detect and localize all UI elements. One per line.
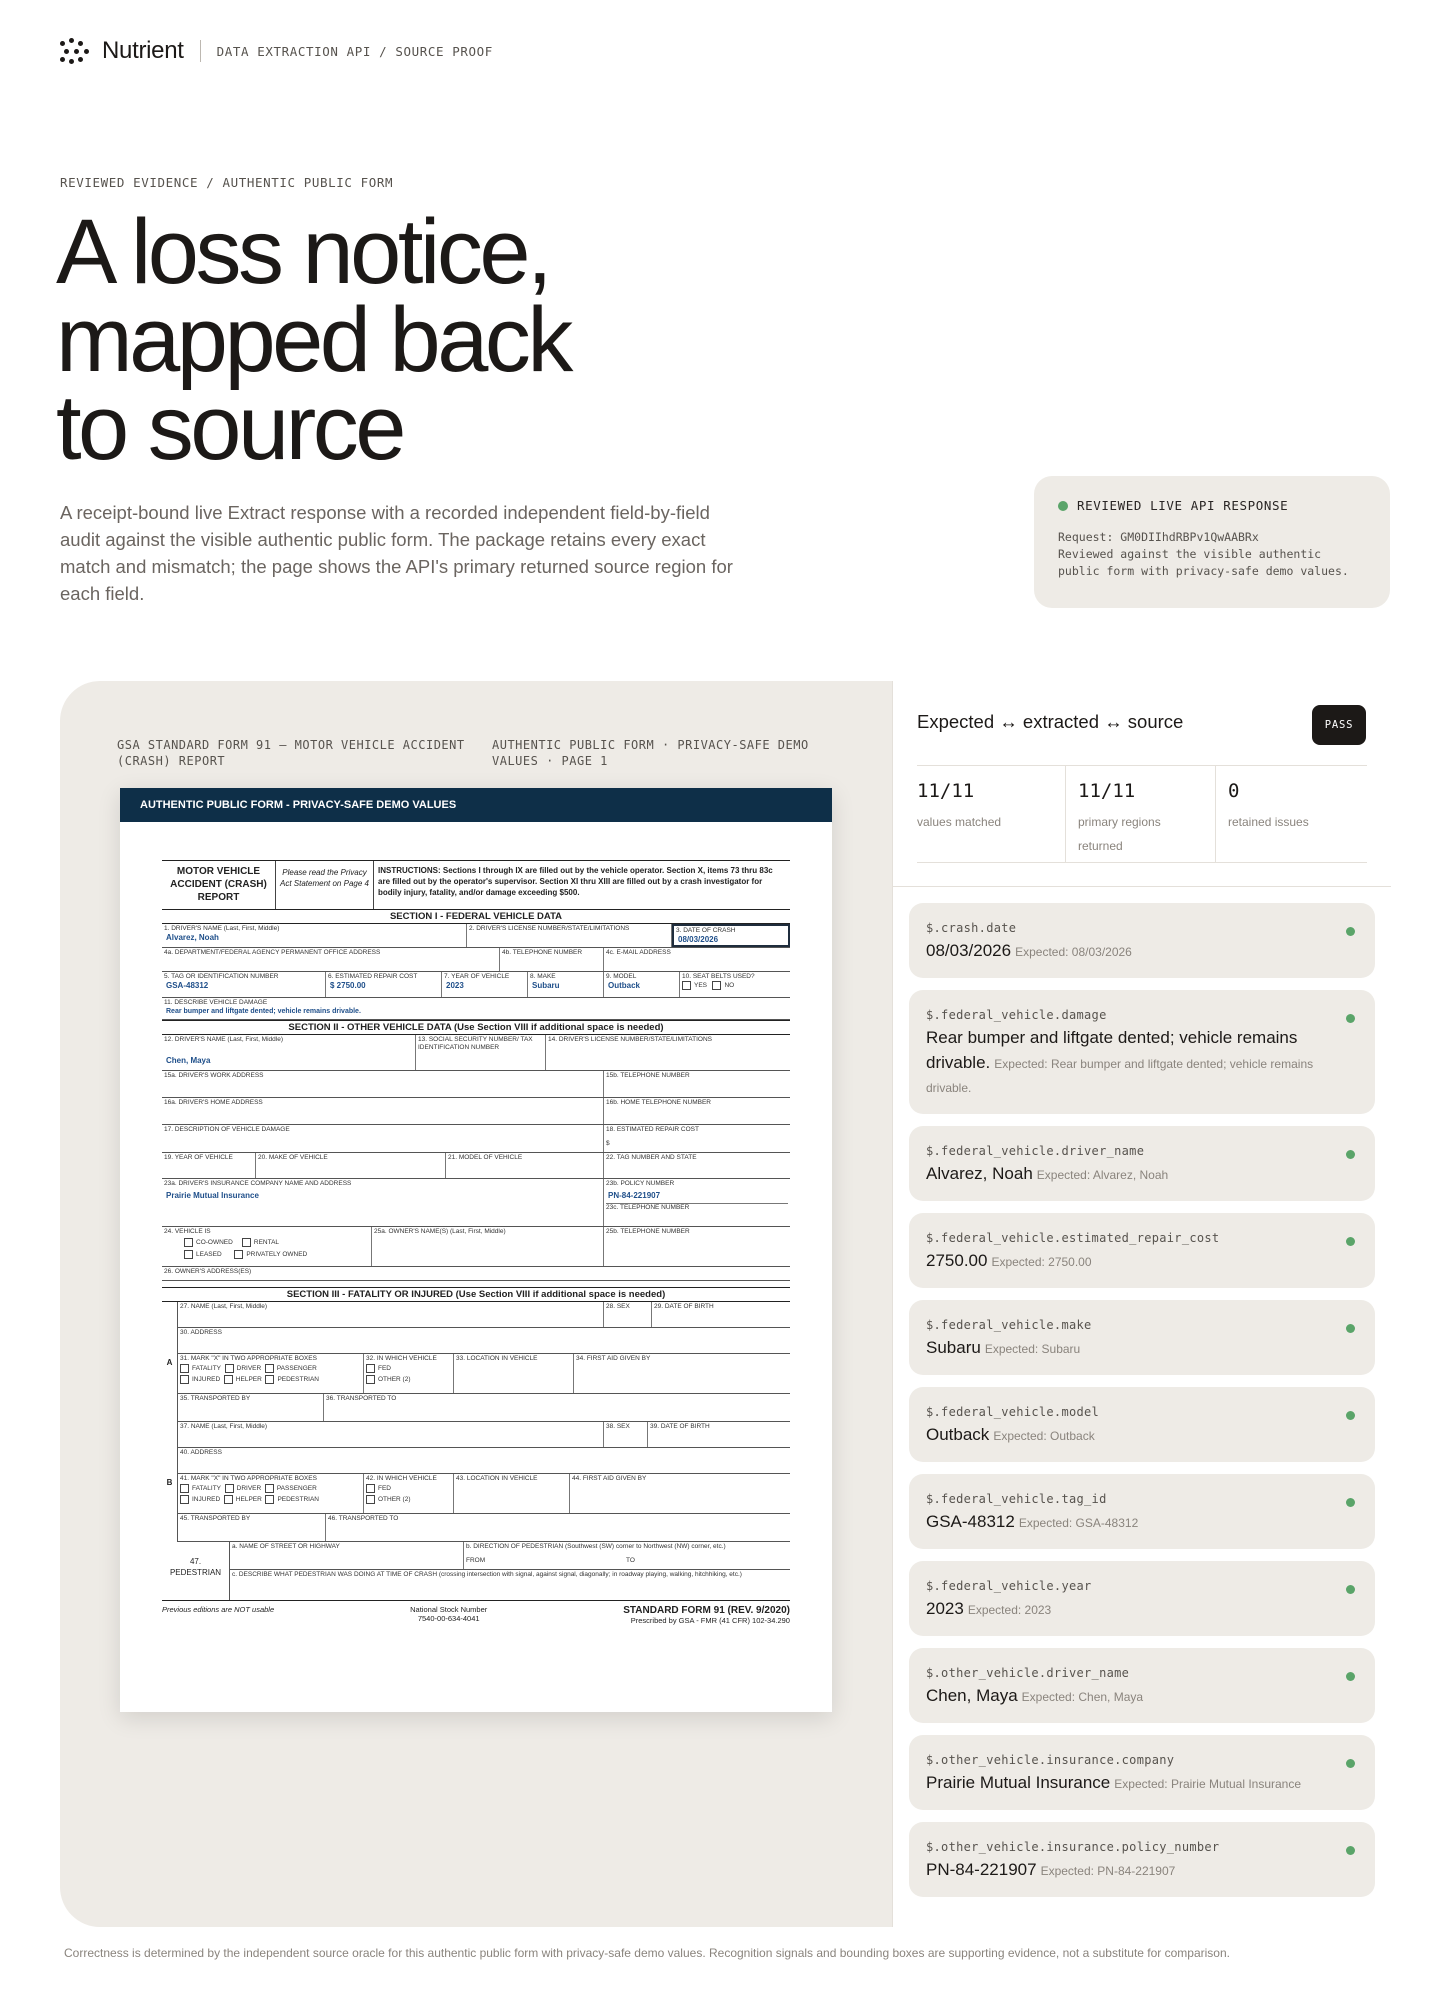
field-driver-name[interactable]: 1. DRIVER'S NAME (Last, First, Middle) Alvarez, Noah xyxy=(162,924,467,947)
section-3-header: SECTION III - FATALITY OR INJURED (Use Section VIII if additional space is needed) xyxy=(162,1287,790,1302)
document-title: GSA STANDARD FORM 91 — MOTOR VEHICLE ACCIDENT (CRASH) REPORT xyxy=(117,738,465,768)
match-dot-icon xyxy=(1346,1237,1355,1246)
field-card-tag-id[interactable]: $.federal_vehicle.tag_id GSA-48312 Expected: GSA-48312 xyxy=(909,1474,1375,1549)
stat-primary-regions: 11/11 primary regions returned xyxy=(1065,766,1215,862)
breadcrumb: DATA EXTRACTION API / SOURCE PROOF xyxy=(216,43,493,59)
match-dot-icon xyxy=(1346,1846,1355,1855)
checkbox-yes[interactable] xyxy=(682,981,691,990)
header-divider xyxy=(200,40,201,62)
form-banner: AUTHENTIC PUBLIC FORM - PRIVACY-SAFE DEMO VALUES xyxy=(120,788,832,822)
value-tag-id: GSA-48312 xyxy=(166,981,209,990)
section-1-header: SECTION I - FEDERAL VEHICLE DATA xyxy=(162,910,790,924)
checkbox-privately-owned[interactable] xyxy=(234,1250,243,1259)
field-card-policy-number[interactable]: $.other_vehicle.insurance.policy_number PN-84-221907 Expected: PN-84-221907 xyxy=(909,1822,1375,1897)
summary-stats xyxy=(917,765,1367,863)
field-other-driver[interactable]: 12. DRIVER'S NAME (Last, First, Middle) Chen, Maya xyxy=(162,1035,416,1070)
form-page[interactable] xyxy=(120,788,832,1712)
footnote: Correctness is determined by the independent source oracle for this authentic public form with privacy-safe demo values. Recognition signals and bounding boxes are supporting evidence, not a substitute for comparison. xyxy=(64,1946,1230,1960)
field-insurance-company[interactable]: 23a. DRIVER'S INSURANCE COMPANY NAME AND ADDRESS Prairie Mutual Insurance xyxy=(162,1179,604,1226)
match-dot-icon xyxy=(1346,1498,1355,1507)
stat-values-matched: 11/11 values matched xyxy=(917,780,1002,829)
page-title xyxy=(56,201,756,479)
page-title-line-2: mapped back xyxy=(56,289,570,391)
match-dot-icon xyxy=(1346,1672,1355,1681)
hero-description: A receipt-bound live Extract response with a recorded independent field-by-field audit against the visible authentic public form. The package retains every exact match and mismatch; the page shows the API's primary returned source region for each field. xyxy=(60,502,733,604)
response-note: Reviewed against the visible authentic public form with privacy-safe demo values. xyxy=(1058,547,1349,578)
value-make: Subaru xyxy=(532,981,560,990)
field-card-crash-date[interactable]: $.crash.date 08/03/2026 Expected: 08/03/2026 xyxy=(909,903,1375,978)
value-year: 2023 xyxy=(446,981,464,990)
match-dot-icon xyxy=(1346,1150,1355,1159)
field-model[interactable]: 9. MODEL Outback xyxy=(604,972,680,997)
field-card-other-driver-name[interactable]: $.other_vehicle.driver_name Chen, Maya Expected: Chen, Maya xyxy=(909,1648,1375,1723)
field-repair-cost[interactable]: 6. ESTIMATED REPAIR COST $ 2750.00 xyxy=(326,972,442,997)
value-driver-name: Alvarez, Noah xyxy=(166,933,219,942)
value-crash-date: 08/03/2026 xyxy=(678,935,719,944)
form-privacy-note: Please read the Privacy Act Statement on Page 4 xyxy=(276,861,374,909)
field-card-model[interactable]: $.federal_vehicle.model Outback Expected: Outback xyxy=(909,1387,1375,1462)
match-dot-icon xyxy=(1346,1324,1355,1333)
form-sf91: MOTOR VEHICLE ACCIDENT (CRASH) REPORT Please read the Privacy Act Statement on Page 4 INSTRUCTIONS: Sections I through IX are filled out by the vehicle operator. Section X, items 73 thru 83c are filled out by the operator's supervisor. Section XI thru XIII are filled out by a crash investigator for bodily injury, fatality, and/or damage exceeding $500. SECTION I - FEDERAL VEHICLE DATA 1. DRIVER'S NAME (Last, First, Middle) Alvarez, Noah 2. DRIVER'S LICENSE NUMBER/STATE/LIMITATIONS 3. DATE OF CRASH 08/03/2026 4a. DEPARTMENT/FEDERAL AGENCY PERMANENT OFFICE ADDRESS 4b. TELEPHONE NUMBER 4c. E-MAIL ADDRESS 5. TAG OR IDENTIFICATION NUMBER GSA-48312 6. ESTIMATED REPAIR COST $ 2750.00 7. YEAR OF VEHICLE 2023 8. MAKE Subaru 9. MODEL Outback 10. SEAT BELTS USED? YES NO 11. DESCRIBE VEHICLE DAMAGE Rear bumper and liftgate dented; vehicle remains drivable. SECTION II - OTHER VEHICLE DATA (Use Section VIII if additional space is needed) 12. DRIVER'S NAME (Last, First, Middle) Chen, Maya 13. SOCIAL SECURITY NUMBER/ TAX IDENTIFICATION NUMBER 14. DRIVER'S LICENSE NUMBER/STATE/LIMITATIONS 15a. DRIVER'S WORK ADDRESS 15b. TELEPHONE NUMBER 16a. DRIVER'S HOME ADDRESS 16b. HOME TELEPHONE NUMBER 17. DESCRIPTION OF VEHICLE DAMAGE 18. ESTIMATED REPAIR COST $ 19. YEAR OF VEHICLE 20. MAKE OF VEHICLE 21. MODEL OF VEHICLE 22. TAG NUMBER AND STATE 23a. DRIVER'S INSURANCE COMPANY NAME AND ADDRESS Prairie Mutual Insurance 23b. POLICY NUMBER PN-84-221907 23c. TELEPHONE NUMBER 24. VEHICLE IS CO-OWNED RENTAL LEASED PRIVATELY OWNED 25a. OWNER'S NAME(S) (Last, First, Middle) 25b. TELEPHONE NUMBER 26. OWNER'S ADDRESS(ES) SECTION III - FATALITY OR INJURED (Use Section VIII if additional space is needed) A 27. NAME (Last, First, Middle) 28. SEX 29. DATE OF BIRTH 30. ADDRESS 31. MARK "X" IN TWO APPROPRIATE BOXES FATALITY DRIVER PASSENGER INJURED HELPER PEDESTRIAN 32. IN WHICH VEHICLE FED OTHER (2) 33. LOCATION IN VEHICLE 34. FIRST AID GIVEN BY 35. TRANSPORTED BY 36. TRANSPORTED TO B 37. NAME (Last, First, Middle) 38. SEX 39. DATE OF BIRTH 40. ADDRESS 41. MARK "X" IN TWO APPROPRIATE BOXES FATALITY DRIVER PASSENGER INJURED HELPER PEDESTRIAN 42. IN WHICH VEHICLE FED OTHER (2) 43. LOCATION IN VEHICLE 44. FIRST AID GIVEN BY 45. TRANSPORTED BY 46. TRANSPORTED TO 47. PEDESTRIAN a. NAME OF STREET OR HIGHWAY b. DIRECTION OF PEDESTRIAN (Southwest (SW) corner to Northwest (NW) corner, etc.) FROM TO c. DESCRIBE WHAT PEDESTRIAN WAS DOING AT TIME OF CRASH (crossing intersection with signal, against signal, diagonally; in roadway playing, walking, hitchhiking, etc.) Previous editions are NOT usable National Stock Number 7540-00-634-4041 STANDARD FORM 91 (REV. 9/2020) Prescribed by GSA - FMR (41 CFR) 102-34.290 xyxy=(162,860,790,1625)
hero-eyebrow: REVIEWED EVIDENCE / AUTHENTIC PUBLIC FORM xyxy=(60,175,394,190)
live-response-card xyxy=(1034,476,1390,608)
top-bar xyxy=(60,38,493,64)
response-card-title: REVIEWED LIVE API RESPONSE xyxy=(1077,498,1289,513)
brand-name[interactable]: Nutrient xyxy=(102,37,184,64)
field-card-repair-cost[interactable]: $.federal_vehicle.estimated_repair_cost 2750.00 Expected: 2750.00 xyxy=(909,1213,1375,1288)
value-policy-number: PN-84-221907 xyxy=(608,1191,661,1200)
field-seat-belts[interactable]: 10. SEAT BELTS USED? YES NO xyxy=(682,973,755,990)
field-card-insurance-company[interactable]: $.other_vehicle.insurance.company Prairie Mutual Insurance Expected: Prairie Mutual Insurance xyxy=(909,1735,1375,1810)
match-dot-icon xyxy=(1346,1759,1355,1768)
pass-badge: PASS xyxy=(1312,705,1366,745)
stat-retained-issues: 0 retained issues xyxy=(1215,766,1367,862)
comparison-sidebar xyxy=(892,681,1390,1927)
checkbox-leased[interactable] xyxy=(184,1250,193,1259)
match-dot-icon xyxy=(1346,1585,1355,1594)
comparison-title: Expected ↔ extracted ↔ source xyxy=(917,711,1184,732)
document-viewer xyxy=(60,681,892,1927)
value-model: Outback xyxy=(608,981,641,990)
checkbox-rental[interactable] xyxy=(242,1238,251,1247)
proof-panel xyxy=(60,681,1390,1927)
field-card-year[interactable]: $.federal_vehicle.year 2023 Expected: 2023 xyxy=(909,1561,1375,1636)
value-vehicle-damage: Rear bumper and liftgate dented; vehicle remains drivable. xyxy=(166,1008,361,1015)
form-instructions: INSTRUCTIONS: Sections I through IX are filled out by the vehicle operator. Section X, items 73 thru 83c are filled out by the operator's supervisor. Section XI thru XIII are filled out by a crash investigator for bodily injury, fatality, and/or damage exceeding $500. xyxy=(378,866,773,897)
value-other-driver: Chen, Maya xyxy=(166,1056,211,1065)
field-license[interactable]: 2. DRIVER'S LICENSE NUMBER/STATE/LIMITATIONS xyxy=(467,924,672,947)
field-crash-date[interactable]: 3. DATE OF CRASH 08/03/2026 xyxy=(672,924,790,947)
match-dot-icon xyxy=(1346,1411,1355,1420)
field-card-federal-vehicle-damage[interactable]: $.federal_vehicle.damage Rear bumper and liftgate dented; vehicle remains drivable. Expected: Rear bumper and liftgate dented; vehicle remains drivable. xyxy=(909,990,1375,1114)
form-title: MOTOR VEHICLE ACCIDENT (CRASH) REPORT xyxy=(162,861,276,909)
match-dot-icon xyxy=(1346,927,1355,936)
nutrient-logo-icon[interactable] xyxy=(60,38,94,64)
page-title-line-3: to source xyxy=(56,377,403,479)
value-insurance-company: Prairie Mutual Insurance xyxy=(166,1191,259,1200)
field-year[interactable]: 7. YEAR OF VEHICLE 2023 xyxy=(442,972,528,997)
field-vehicle-damage[interactable]: 11. DESCRIBE VEHICLE DAMAGE Rear bumper and liftgate dented; vehicle remains drivable. xyxy=(162,998,790,1020)
field-card-make[interactable]: $.federal_vehicle.make Subaru Expected: Subaru xyxy=(909,1300,1375,1375)
request-id: Request: GM0DIIhdRBPv1QwAABRx xyxy=(1058,530,1259,544)
match-dot-icon xyxy=(1346,1014,1355,1023)
page-title-line-1: A loss notice, xyxy=(56,201,550,303)
sidebar-divider xyxy=(893,886,1391,887)
document-meta: AUTHENTIC PUBLIC FORM · PRIVACY-SAFE DEMO VALUES · PAGE 1 xyxy=(492,738,809,768)
field-card-federal-driver-name[interactable]: $.federal_vehicle.driver_name Alvarez, Noah Expected: Alvarez, Noah xyxy=(909,1126,1375,1201)
value-repair-cost: $ 2750.00 xyxy=(330,981,366,990)
field-list xyxy=(909,903,1375,1909)
field-make[interactable]: 8. MAKE Subaru xyxy=(528,972,604,997)
status-dot-icon xyxy=(1058,501,1068,511)
checkbox-co-owned[interactable] xyxy=(184,1238,193,1247)
field-policy-number[interactable]: 23b. POLICY NUMBER PN-84-221907 23c. TELEPHONE NUMBER xyxy=(604,1179,790,1226)
section-2-header: SECTION II - OTHER VEHICLE DATA (Use Section VIII if additional space is needed) xyxy=(162,1020,790,1035)
field-tag-id[interactable]: 5. TAG OR IDENTIFICATION NUMBER GSA-48312 xyxy=(162,972,326,997)
checkbox-no[interactable] xyxy=(712,981,721,990)
